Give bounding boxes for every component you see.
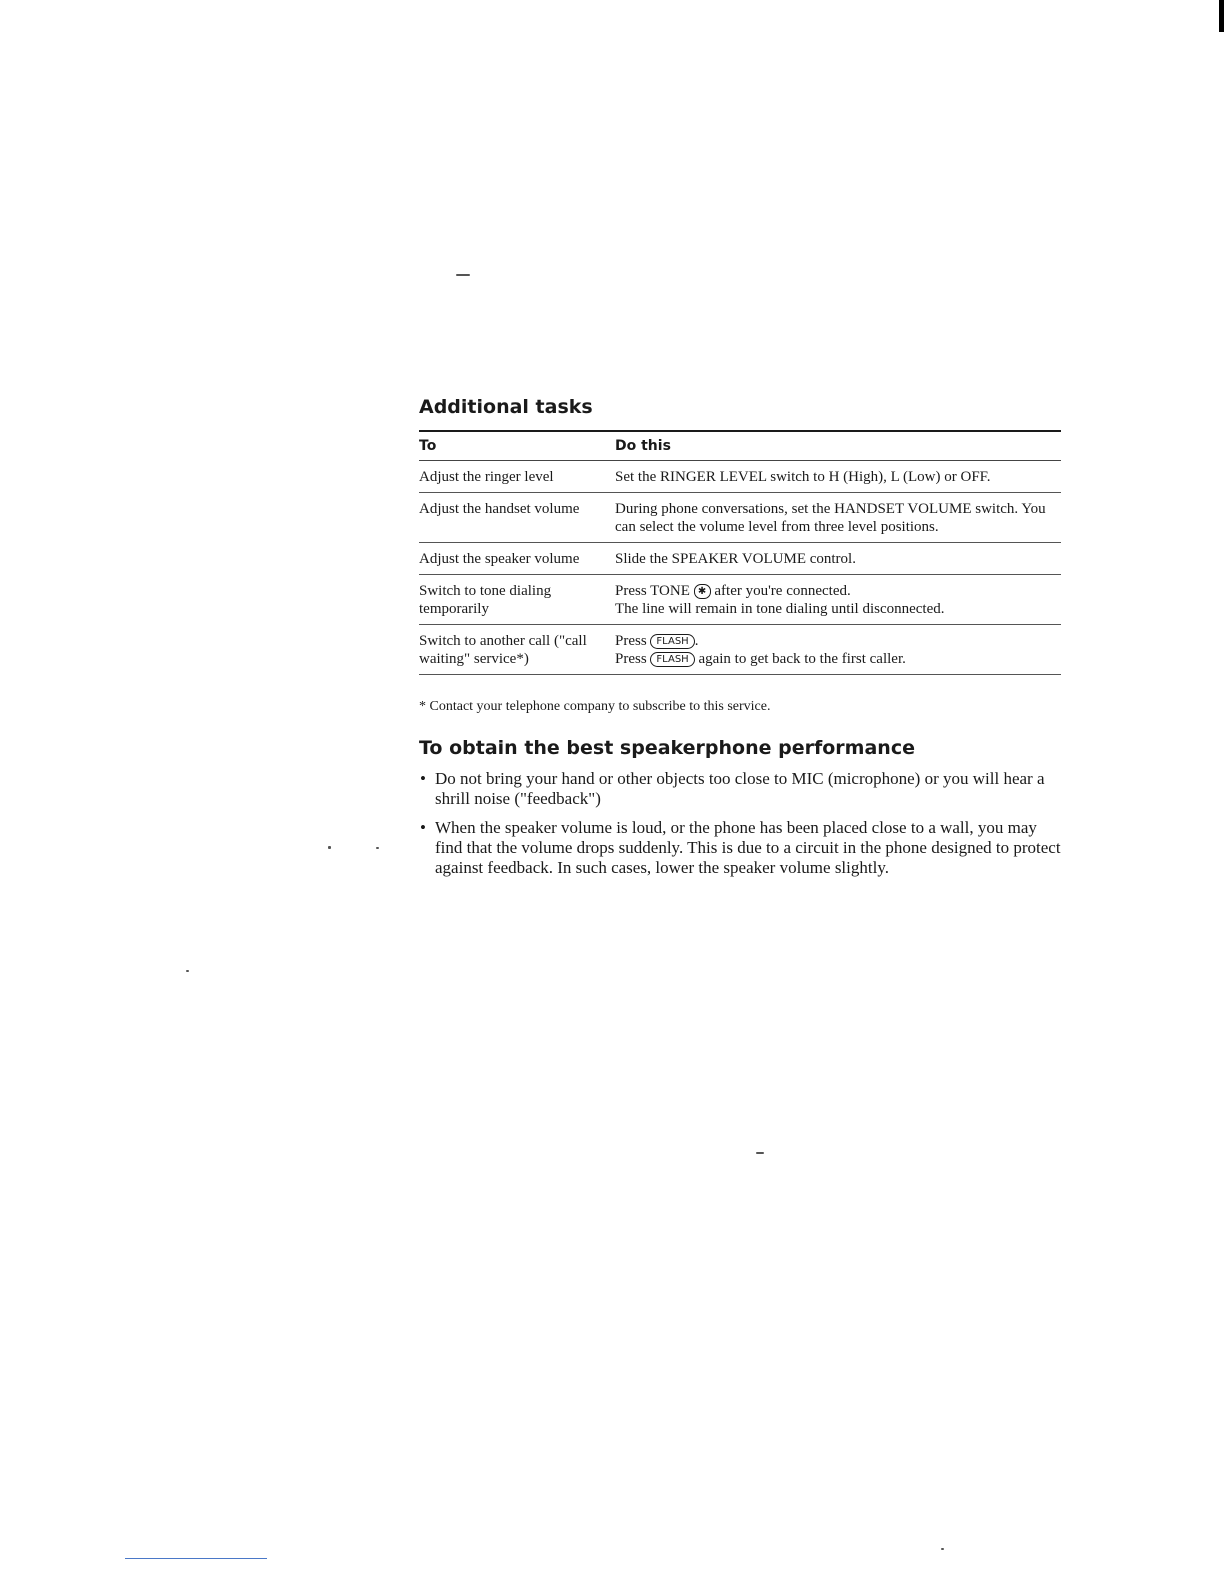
task-instruction bbox=[615, 625, 1061, 675]
task-instruction bbox=[615, 575, 1061, 625]
section-heading: To obtain the best speakerphone performance bbox=[419, 737, 915, 759]
task-name: Adjust the speaker volume bbox=[419, 543, 615, 575]
tips-list bbox=[419, 769, 1061, 878]
table-row bbox=[419, 625, 1061, 675]
list-item bbox=[419, 769, 1061, 809]
list-item bbox=[419, 818, 1061, 878]
scan-speck bbox=[941, 1548, 944, 1550]
scan-speck bbox=[756, 1152, 764, 1154]
instruction-text: Press bbox=[615, 633, 647, 649]
task-instruction: Set the RINGER LEVEL switch to H (High), L (Low) or OFF. bbox=[615, 461, 1061, 493]
task-name-text: Adjust the handset volume bbox=[419, 501, 580, 517]
header-do-this: Do this bbox=[615, 431, 1061, 461]
instruction-text: after you're connected. bbox=[714, 583, 851, 599]
instruction-text: . bbox=[694, 633, 699, 649]
page-content bbox=[419, 396, 1061, 887]
instruction-text: Press TONE bbox=[615, 583, 690, 599]
footnote: * Contact your telephone company to subscribe to this service. bbox=[419, 699, 771, 714]
task-name: Adjust the ringer level bbox=[419, 461, 615, 493]
task-name: Switch to tone dialing temporarily bbox=[419, 575, 615, 625]
table-row bbox=[419, 543, 1061, 575]
scan-speck bbox=[376, 847, 379, 849]
task-name: Switch to another call ("call waiting" service*) bbox=[419, 625, 615, 675]
instruction-text: again to get back to the first caller. bbox=[698, 651, 906, 667]
task-instruction: Slide the SPEAKER VOLUME control. bbox=[615, 543, 1061, 575]
scan-speck bbox=[328, 846, 331, 849]
task-name bbox=[419, 493, 615, 543]
tone-key-icon: ✱ bbox=[694, 584, 711, 599]
bullet-icon: • bbox=[420, 769, 426, 788]
tasks-table bbox=[419, 430, 1061, 675]
scan-speck bbox=[456, 274, 470, 276]
scan-speck bbox=[186, 970, 189, 972]
task-instruction: During phone conversations, set the HANDSET VOLUME switch. You can select the volume level from three level positions. bbox=[615, 493, 1061, 543]
instruction-text: Press bbox=[615, 651, 647, 667]
page-heading: Additional tasks bbox=[419, 396, 593, 418]
bullet-icon: • bbox=[420, 818, 426, 837]
instruction-text: The line will remain in tone dialing until disconnected. bbox=[615, 601, 945, 617]
header-to: To bbox=[419, 431, 615, 461]
table-header-row bbox=[419, 431, 1061, 461]
flash-key-icon: FLASH bbox=[650, 652, 694, 667]
bottom-rule bbox=[125, 1558, 267, 1559]
flash-key-icon: FLASH bbox=[650, 634, 694, 649]
table-row bbox=[419, 461, 1061, 493]
table-row bbox=[419, 575, 1061, 625]
table-row bbox=[419, 493, 1061, 543]
tip-text: Do not bring your hand or other objects too close to MIC (microphone) or you will hear a shrill noise ("feedback") bbox=[435, 769, 1045, 808]
page-edge-mark bbox=[1219, 0, 1224, 32]
tip-text: When the speaker volume is loud, or the phone has been placed close to a wall, you may find that the volume drops suddenly. This is due to a circuit in the phone designed to protect against feedback. In such cases, lower the speaker volume slightly. bbox=[435, 818, 1061, 877]
